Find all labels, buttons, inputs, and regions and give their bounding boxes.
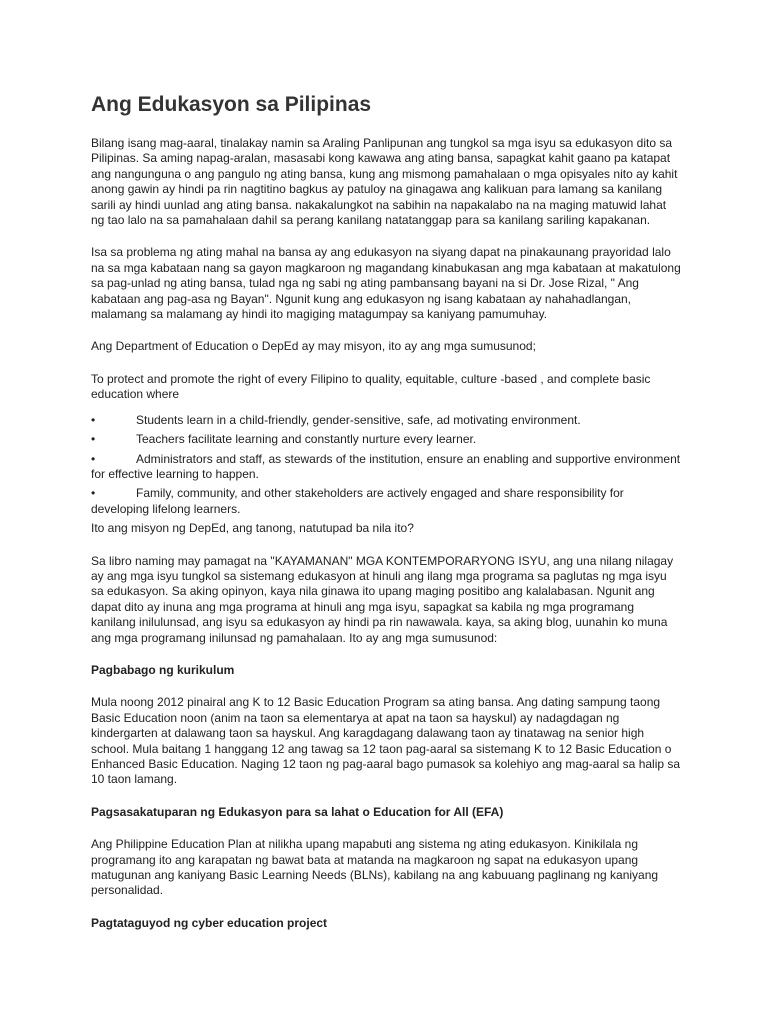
- list-item-text: Family, community, and other stakeholders are actively engaged and share responsibility for developing lifelong learners.: [91, 486, 624, 516]
- bullet-glyph: •: [91, 412, 96, 427]
- document-title: Ang Edukasyon sa Pilipinas: [91, 93, 372, 116]
- mission-question: Ito ang misyon ng DepEd, ang tanong, natutupad ba nila ito?: [91, 521, 414, 536]
- intro-paragraph-2: Isa sa problema ng ating mahal na bansa ay ang edukasyon na siyang dapat na pinakaunang prayoridad lalo na sa mga kabataan nang sa gayon magkaroon ng magandang kinabukasan ang mga kabataan at makatulong sa pag-unlad ng ating bansa, tulad nga ng sabi ng ating pambansang bayani na si Dr. Jose Rizal, " Ang kabataan ang pag-asa ng Bayan". Ngunit kung ang edukasyon ng isang kabataan ay nahahadlangan, malamang sa malamang ay hindi ito magiging matagumpay sa kaniyang pamumuhay.: [91, 245, 681, 322]
- bullet-glyph: •: [91, 451, 96, 466]
- bullet-glyph: •: [91, 432, 96, 447]
- intro-paragraph-1: Bilang isang mag-aaral, tinalakay namin sa Araling Panlipunan ang tungkol sa mga isyu sa edukasyon dito sa Pilipinas. Sa aming napag-aralan, masasabi kong kawawa ang ating bansa, sapagkat kahit gaano pa katapat ang nangunguna o ang pangulo ng ating bansa, kung ang mismong pamahalaan o mga opisyales nito ay kahit anong gawin ay hindi pa rin nagtitino bagkus ay patuloy na ginagawa ang kalikuan para lamang sa kanilang sarili ay hindi uunlad ang ating bansa. nakakalungkot na sabihin na napakalabo na na maging matuwid lahat ng tao lalo na sa pamahalaan dahil sa perang kanilang natatanggap para sa kanilang sariling kapakanan.: [91, 136, 678, 228]
- list-item: [91, 486, 681, 517]
- list-item-text: Teachers facilitate learning and constantly nurture every learner.: [136, 432, 477, 447]
- list-item: [91, 413, 681, 428]
- list-item: [91, 452, 681, 483]
- section-heading: Pagsasakatuparan ng Edukasyon para sa lahat o Education for All (EFA): [91, 804, 504, 819]
- mission-bullet-list: [91, 413, 681, 517]
- section-body: Mula noong 2012 pinairal ang K to 12 Basic Education Program sa ating bansa. Ang dating sampung taong Basic Education noon (anim na taon sa elementarya at apat na taon sa hayskul) ay nadagdagan ng kindergarten at dalawang taon sa hayskul. Ang karagdagang dalawang taon ay tinatawag na senior high school. Mula baitang 1 hanggang 12 ang tawag sa 12 taon pag-aaral sa sistemang K to 12 Basic Education o Enhanced Basic Education. Naging 12 taon ng pag-aaral bago pumasok sa kolehiyo ang mag-aaral sa halip sa 10 taon lamang.: [91, 695, 681, 787]
- section-heading: Pagtataguyod ng cyber education project: [91, 915, 328, 930]
- list-item-text: Students learn in a child-friendly, gender-sensitive, safe, ad motivating environment.: [136, 412, 581, 427]
- mission-lead: To protect and promote the right of every Filipino to quality, equitable, culture -based , and complete basic education where: [91, 371, 651, 402]
- section-heading: Pagbabago ng kurikulum: [91, 662, 235, 677]
- list-item: [91, 432, 681, 447]
- list-item-text: Administrators and staff, as stewards of the institution, ensure an enabling and supportive environment for effective learning to happen.: [91, 451, 681, 481]
- section-body: Ang Philippine Education Plan at nilikha upang mapabuti ang sistema ng ating edukasyon. Kinikilala ng programang ito ang karapatan ng bawat bata at matanda na magkaroon ng sapat na edukasyon upang matugunan ang kaniyang Basic Learning Needs (BLNs), kabilang na ang kabuuang paglinang ng kaniyang personalidad.: [91, 837, 659, 898]
- bullet-glyph: •: [91, 486, 96, 501]
- book-paragraph: Sa libro naming may pamagat na "KAYAMANAN" MGA KONTEMPORARYONG ISYU, ang una nilang nilagay ay ang mga isyu tungkol sa sistemang edukasyon at hinuli ang ilang mga programa sa paglutas ng mga isyu sa edukasyon. Sa aking opinyon, kaya nila ginawa ito upang maging positibo ang kalalabasan. Ngunit ang dapat dito ay inuna ang mga programa at hinuli ang mga isyu, sapagkat sa kabila ng mga programang kanilang inilulunsad, ang isyu sa edukasyon ay hindi pa rin nawawala. kaya, sa aking blog, uunahin ko muna ang mga programang inilunsad ng pamahalaan. Ito ay ang mga sumusunod:: [91, 553, 674, 645]
- intro-paragraph-3: Ang Department of Education o DepEd ay may misyon, ito ay ang mga sumusunod;: [91, 339, 536, 354]
- document-page: [91, 92, 681, 948]
